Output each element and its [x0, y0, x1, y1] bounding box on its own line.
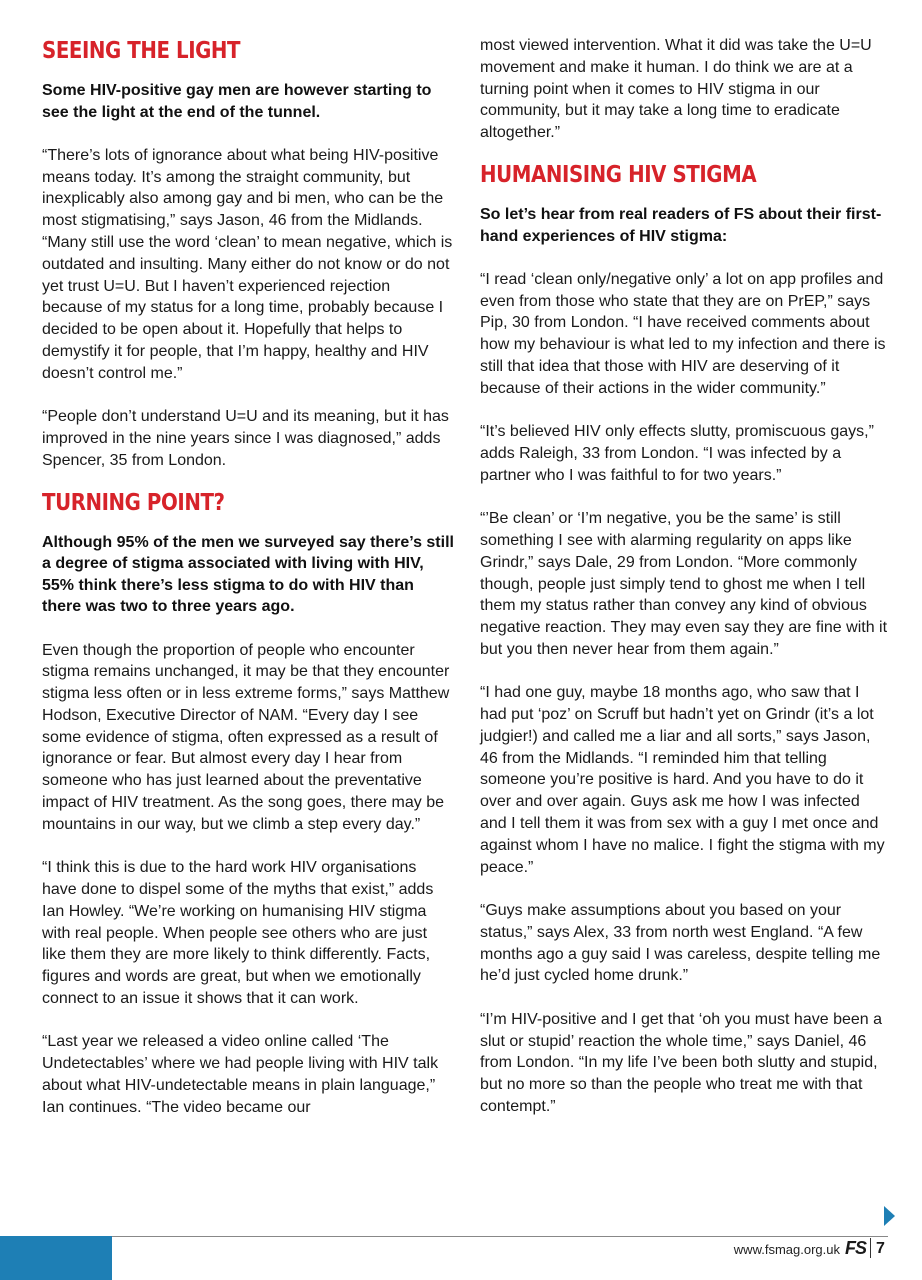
body-paragraph: “People don’t understand U=U and its meaning, but it has improved in the nine years since I was diagnosed,” adds Spencer, 35 from London.: [42, 408, 449, 469]
lead-paragraph: Some HIV-positive gay men are however starting to see the light at the end of the tunnel.: [42, 82, 432, 121]
left-column: [42, 38, 454, 1119]
fs-logo: FS: [845, 1238, 867, 1258]
heading-seeing-the-light: SEEING THE LIGHT: [42, 38, 241, 64]
body-paragraph: most viewed intervention. What it did was take the U=U movement and make it human. I do think we are at a turning point when it comes to HIV stigma in our community, but it may take a long time to eradicate altogether.”: [480, 37, 872, 142]
body-paragraph: “There’s lots of ignorance about what being HIV-positive means today. It’s among the straight community, but inexplicably also among gay and bi men, who can be the most stigmatising,” says Jason, 46 from the Midlands. “Many still use the word ‘clean’ to mean negative, which is outdated and insulting. Many either do not know or do not yet trust U=U. But I haven’t experienced rejection because of my status for a long time, probably because I decided to be open about it. Hopefully that helps to demystify it for people, that I’m happy, healthy and HIV doesn’t control me.”: [42, 146, 453, 382]
body-paragraph: “It’s believed HIV only effects slutty, promiscuous gays,” adds Raleigh, 33 from London. “I was infected by a partner who I was faithful to for two years.”: [480, 423, 874, 484]
next-page-arrow-icon: [884, 1206, 895, 1226]
body-paragraph: “Last year we released a video online called ‘The Undetectables’ where we had people living with HIV talk about what HIV-undetectable means in plain language,” Ian continues. “The video became our: [42, 1033, 439, 1116]
heading-humanising-hiv-stigma: HUMANISING HIV STIGMA: [480, 161, 757, 188]
body-paragraph: “I think this is due to the hard work HIV organisations have done to dispel some of the myths that exist,” adds Ian Howley. “We’re working on humanising HIV stigma with real people. When people see others who are just like them they are more likely to think differently. Facts, figures and words are great, but when we emotionally connect to an issue it shows that it can work.: [42, 859, 434, 1008]
body-paragraph: “’Be clean’ or ‘I’m negative, you be the same’ is still something I see with alarming regularity on apps like Grindr,” says Dale, 29 from London. “More commonly though, people just simply tend to ghost me when I tell them my status rather than convey any kind of obvious negative reaction. They may even say they are fine with it but you then never hear from them again.”: [480, 510, 888, 658]
footer-url: www.fsmag.org.uk: [733, 1242, 840, 1257]
page-number: 7: [876, 1240, 885, 1257]
right-column: [480, 35, 890, 1118]
footer-color-bar: [0, 1236, 112, 1280]
footer-divider: [48, 1236, 888, 1237]
heading-turning-point: TURNING POINT?: [42, 489, 225, 516]
body-paragraph: “I had one guy, maybe 18 months ago, who saw that I had put ‘poz’ on Scruff but hadn’t yet on Grindr (it’s a lot judgier!) and called me a liar and all sorts,” says Jason, 46 from the Midlands. “I reminded him that telling someone you’re positive is hard. And you have to do it over and over again. Guys ask me how I was infected and I tell them it was from sex with a guy I met once and against whom I have no malice. I fight the stigma with my peace.”: [480, 684, 885, 876]
footer-separator: [870, 1238, 871, 1258]
lead-paragraph: So let’s hear from real readers of FS about their first-hand experiences of HIV stigma:: [480, 205, 882, 245]
body-paragraph: “I read ‘clean only/negative only’ a lot on app profiles and even from those who state that they are on PrEP,” says Pip, 30 from London. “I have received comments about how my behaviour is what led to my infection and there is still that idea that those with HIV are deserving of it because of their actions in the wider community.”: [480, 270, 886, 397]
body-paragraph: “Guys make assumptions about you based on your status,” says Alex, 33 from north west England. “A few months ago a guy said I was careless, despite telling me he’d just cycled home drunk.”: [480, 902, 881, 985]
body-paragraph: Even though the proportion of people who encounter stigma remains unchanged, it may be that they encounter stigma less often or in less extreme forms,” says Matthew Hodson, Executive Director of NAM. “Every day I see some evidence of stigma, often expressed as a result of ignorance or fear. But almost every day I hear from someone who has just learned about the preventative impact of HIV treatment. As the song goes, there may be mountains in our way, but we climb a step every day.”: [42, 641, 450, 833]
body-paragraph: “I’m HIV-positive and I get that ‘oh you must have been a slut or stupid’ reaction the whole time,” says Daniel, 46 from London. “In my life I’ve been both slutty and stupid, but no more so than the people who treat me with that contempt.”: [480, 1010, 882, 1116]
lead-paragraph: Although 95% of the men we surveyed say there’s still a degree of stigma associated with living with HIV, 55% think there’s less stigma to do with HIV than there was two to three years ago.: [42, 533, 454, 616]
